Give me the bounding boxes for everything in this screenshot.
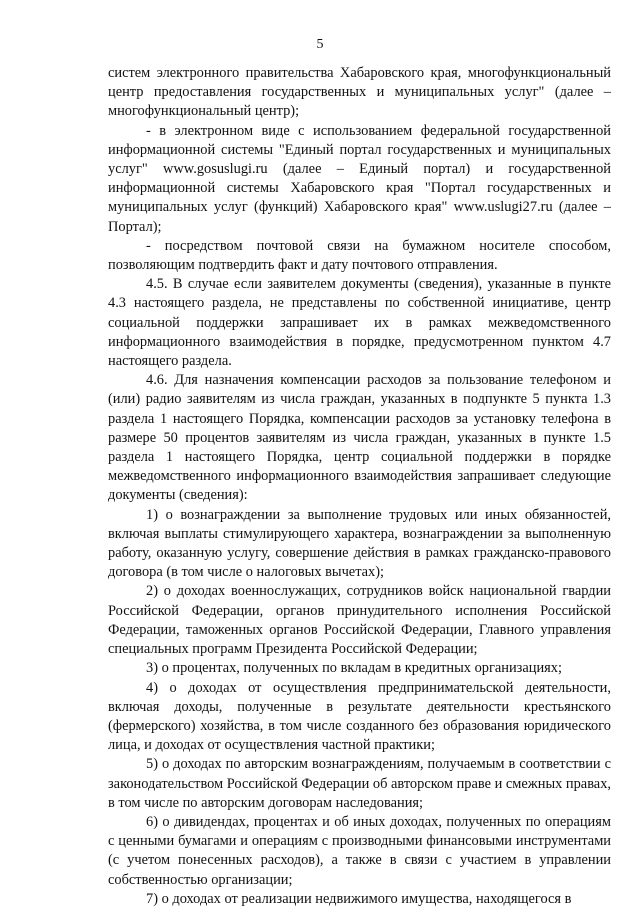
list-item-7: 7) о доходах от реализации недвижимого имущества, находящегося в xyxy=(146,890,572,907)
page-number: 5 xyxy=(316,37,324,52)
list-item-1: 1) о вознаграждении за выполнение трудовых или иных обязанностей, включая выплаты стимулирующего характера, вознаграждении за выполненную работу, оказанную услугу, совершение действия в рамках гражданско-правового договора (в том числе о налоговых вычетах); xyxy=(108,506,611,581)
list-item-5: 5) о доходах по авторским вознаграждениям, получаемым в соответствии с законодательством Российской Федерации об авторском праве и смежных правах, в том числе по авторским договорам наследования; xyxy=(108,756,611,811)
paragraph-postal-submission: - посредством почтовой связи на бумажном носителе способом, позволяющим подтвердить факт и дату почтового отправления. xyxy=(108,237,611,274)
paragraph-electronic-submission: - в электронном виде с использованием федеральной государственной информационной системы "Единый портал государственных и муниципальных услуг" www.gosuslugi.ru (далее – Единый портал) и государственной информационной системы Хабаровского края "Портал государственных и муниципальных услуг (функций) Хабаровского края" www.uslugi27.ru (далее – Портал); xyxy=(108,122,611,235)
list-item-2: 2) о доходах военнослужащих, сотрудников войск национальной гвардии Российской Федерации, органов принудительного исполнения Российской Федерации, таможенных органов Российской Федерации, Главного управления специальных программ Президента Российской Федерации; xyxy=(108,583,611,658)
list-item-6: 6) о дивидендах, процентах и об иных доходах, полученных по операциям с ценными бумагами и операциям с производными финансовыми инструментами (с учетом понесенных расходов), а также в связи с участием в управлении собственностью организации; xyxy=(108,813,611,888)
document-body xyxy=(108,64,611,909)
paragraph-mfc-continuation: систем электронного правительства Хабаровского края, многофункциональный центр предоставления государственных и муниципальных услуг" (далее – многофункциональный центр); xyxy=(108,65,611,120)
paragraph-4-5: 4.5. В случае если заявителем документы (сведения), указанные в пункте 4.3 настоящего раздела, не представлены по собственной инициативе, центр социальной поддержки запрашивает их в рамках межведомственного информационного взаимодействия в порядке, предусмотренном пунктом 4.7 настоящего раздела. xyxy=(108,276,611,370)
paragraph-4-6: 4.6. Для назначения компенсации расходов за пользование телефоном и (или) радио заявителям из числа граждан, указанных в подпункте 5 пункта 1.3 раздела 1 настоящего Порядка, компенсации расходов за установку телефона в размере 50 процентов заявителям из числа граждан, указанных в пункте 1.5 раздела 1 настоящего Порядка, центр социальной поддержки в порядке межведомственного информационного взаимодействия запрашивает следующие документы (сведения): xyxy=(108,372,611,504)
list-item-3: 3) о процентах, полученных по вкладам в кредитных организациях; xyxy=(146,660,562,677)
list-item-4: 4) о доходах от осуществления предпринимательской деятельности, включая доходы, полученные в результате деятельности крестьянского (фермерского) хозяйства, в том числе созданного без образования юридического лица, и доходах от осуществления частной практики; xyxy=(108,679,611,754)
